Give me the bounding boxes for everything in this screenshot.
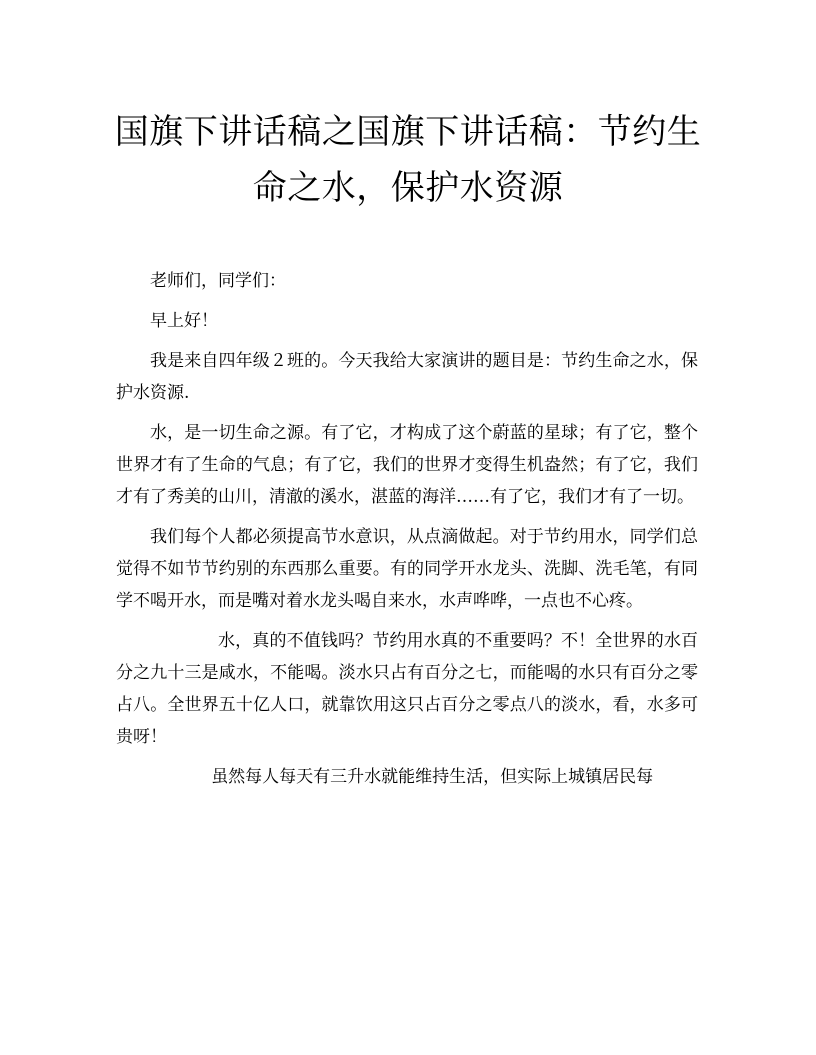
paragraph-daily-usage: 虽然每人每天有三升水就能维持生活，但实际上城镇居民每 — [211, 767, 654, 787]
paragraph-water-value: 水，真的不值钱吗？节约用水真的不重要吗？不！全世界的水百分之九十三是咸水，不能喝。淡水只占有百分之七，而能喝的水只有百分之零占八。全世界五十亿人口，就靠饮用这只占百分之零点八的淡水，看，水多可贵呀！ — [116, 631, 698, 747]
paragraph-water-source: 水，是一切生命之源。有了它，才构成了这个蔚蓝的星球；有了它，整个世界才有了生命的气息；有了它，我们的世界才变得生机盎然；有了它，我们才有了秀美的山川，清澈的溪水，湛蓝的海洋……有了它，我们才有了一切。 — [116, 423, 698, 507]
paragraph-intro: 我是来自四年级２班的。今天我给大家演讲的题目是：节约生命之水，保护水资源. — [116, 351, 698, 403]
document-body — [116, 265, 698, 801]
paragraph-save-water: 我们每个人都必须提高节水意识，从点滴做起。对于节约用水，同学们总觉得不如节节约别的东西那么重要。有的同学开水龙头、洗脚、洗毛笔，有同学不喝开水，而是嘴对着水龙头喝自来水，水声哗哗，一点也不心疼。 — [116, 527, 698, 611]
greeting: 早上好！ — [150, 311, 218, 331]
document-title: 国旗下讲话稿之国旗下讲话稿：节约生命之水，保护水资源 — [114, 112, 702, 208]
salutation: 老师们，同学们： — [150, 271, 286, 291]
